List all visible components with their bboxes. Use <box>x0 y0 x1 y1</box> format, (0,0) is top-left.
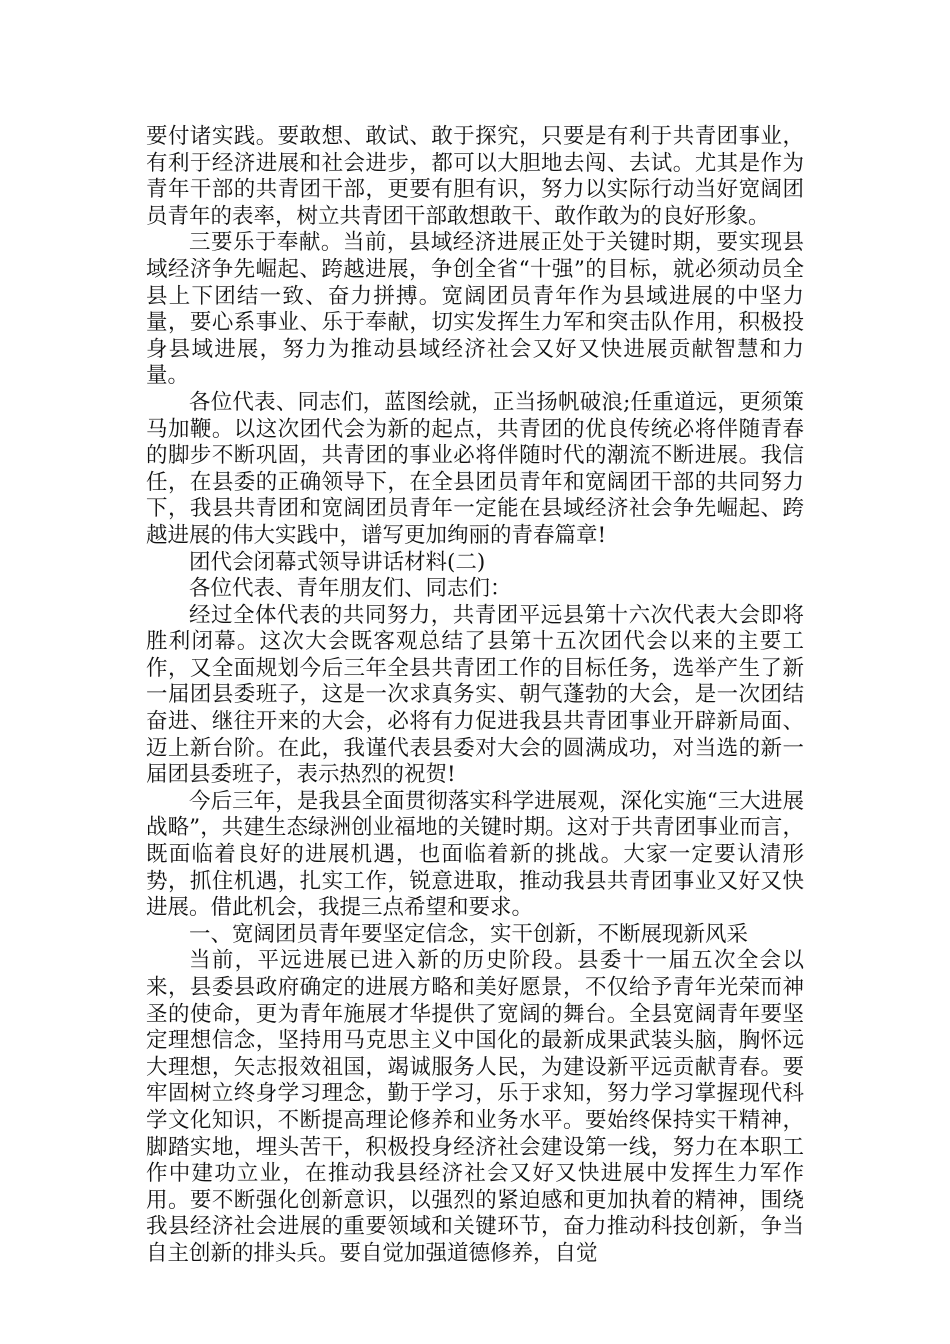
subheading-1: 一、宽阔团员青年要坚定信念，实干创新，不断展现新风采 <box>189 921 749 947</box>
salutation: 各位代表、青年朋友们、同志们： <box>189 576 512 602</box>
paragraph-1: 要付诸实践。要敢想、敢试、敢于探究，只要是有利于共青团事业，有利于经济进展和社会进步，都可以大胆地去闯、去试。尤其是作为青年干部的共青团干部，更要有胆有识，努力以实际行动当好宽阔团员青年的表率，树立共青团干部敢想敢干、敢作敢为的良好形象。 <box>146 124 804 229</box>
paragraph-4: 经过全体代表的共同努力，共青团平远县第十六次代表大会即将胜利闭幕。这次大会既客观总结了县第十五次团代会以来的主要工作，又全面规划今后三年全县共青团工作的目标任务，选举产生了新一届团县委班子，这是一次求真务实、朝气蓬勃的大会，是一次团结奋进、继往开来的大会，必将有力促进我县共青团事业开辟新局面、迈上新台阶。在此，我谨代表县委对大会的圆满成功，对当选的新一届团县委班子，表示热烈的祝贺! <box>146 602 804 788</box>
paragraph-5: 今后三年，是我县全面贯彻落实科学进展观，深化实施“三大进展战略”，共建生态绿洲创业福地的关键时期。这对于共青团事业而言，既面临着良好的进展机遇，也面临着新的挑战。大家一定要认清形势，抓住机遇，扎实工作，锐意进取，推动我县共青团事业又好又快进展。借此机会，我提三点希望和要求。 <box>146 788 804 921</box>
section-title: 团代会闭幕式领导讲话材料(二) <box>189 549 486 575</box>
document-page <box>146 124 804 1268</box>
paragraph-2: 三要乐于奉献。当前，县域经济进展正处于关键时期，要实现县域经济争先崛起、跨越进展，争创全省“十强”的目标，就必须动员全县上下团结一致、奋力拼搏。宽阔团员青年作为县域进展的中坚力量，要心系事业、乐于奉献，切实发挥生力军和突击队作用，积极投身县域进展，努力为推动县域经济社会又好又快进展贡献智慧和力量。 <box>146 230 804 389</box>
paragraph-3: 各位代表、同志们，蓝图绘就，正当扬帆破浪;任重道远，更须策马加鞭。以这次团代会为新的起点，共青团的优良传统必将伴随青春的脚步不断巩固，共青团的事业必将伴随时代的潮流不断进展。我信任，在县委的正确领导下，在全县团员青年和宽阔团干部的共同努力下，我县共青团和宽阔团员青年一定能在县域经济社会争先崛起、跨越进展的伟大实践中，谱写更加绚丽的青春篇章! <box>146 389 804 548</box>
paragraph-6: 当前，平远进展已进入新的历史阶段。县委十一届五次全会以来，县委县政府确定的进展方略和美好愿景，不仅给予青年光荣而神圣的使命，更为青年施展才华提供了宽阔的舞台。全县宽阔青年要坚定理想信念，坚持用马克思主义中国化的最新成果武装头脑，胸怀远大理想，矢志报效祖国，竭诚服务人民，为建设新平远贡献青春。要牢固树立终身学习理念，勤于学习，乐于求知，努力学习掌握现代科学文化知识，不断提高理论修养和业务水平。要始终保持实干精神，脚踏实地，埋头苦干，积极投身经济社会建设第一线，努力在本职工作中建功立业，在推动我县经济社会又好又快进展中发挥生力军作用。要不断强化创新意识，以强烈的紧迫感和更加执着的精神，围绕我县经济社会进展的重要领域和关键环节，奋力推动科技创新，争当自主创新的排头兵。要自觉加强道德修养，自觉 <box>146 948 804 1266</box>
